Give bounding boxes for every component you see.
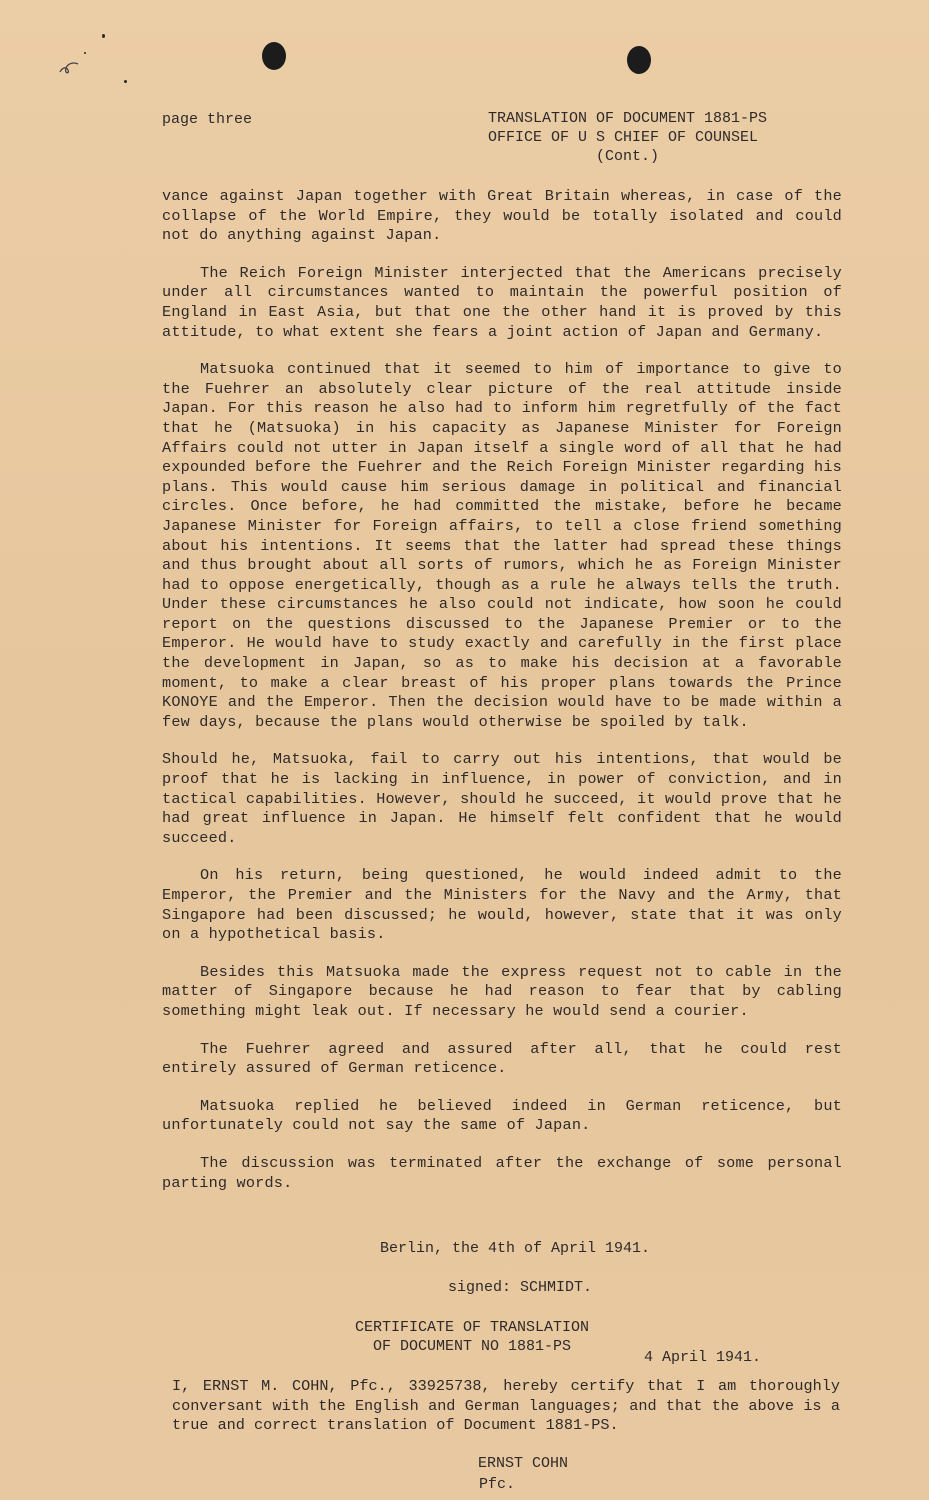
paragraph-9: The discussion was terminated after the exchange of some personal parting words. [162, 1153, 842, 1192]
ink-speck [84, 52, 86, 54]
signer-rank: Pfc. [479, 1476, 516, 1493]
paragraph-4: Should he, Matsuoka, fail to carry out his intentions, that would be proof that he is lacking in influence, in power of conviction, and in tactical capabilities. However, should he succeed, it would prove that he had great influence in Japan. He himself felt confident that he would succeed. [162, 750, 842, 847]
paragraph-8: Matsuoka replied he believed indeed in German reticence, but unfortunately could not say the same of Japan. [162, 1096, 842, 1135]
paragraph-7: The Fuehrer agreed and assured after all, that he could rest entirely assured of German reticence. [162, 1039, 842, 1078]
pencil-mark-icon [58, 58, 82, 78]
certificate-title-line1: CERTIFICATE OF TRANSLATION [354, 1319, 590, 1336]
document-body [162, 187, 842, 1193]
certificate-date: 4 April 1941. [644, 1349, 762, 1366]
signed-line: signed: SCHMIDT. [448, 1279, 593, 1296]
paragraph-6: Besides this Matsuoka made the express request not to cable in the matter of Singapore because he had reason to fear that by cabling something might leak out. If necessary he would send a courier. [162, 962, 842, 1020]
punch-hole-right [627, 46, 651, 74]
header-title-line1: TRANSLATION OF DOCUMENT 1881-PS [488, 110, 768, 127]
certificate-title-line2: OF DOCUMENT NO 1881-PS [372, 1338, 572, 1355]
certificate-text: I, ERNST M. COHN, Pfc., 33925738, hereby certify that I am thoroughly conversant with the English and German languages; and that the above is a true and correct translation of Document 1881-PS. [172, 1377, 840, 1435]
ink-speck [124, 80, 127, 83]
place-date: Berlin, the 4th of April 1941. [380, 1240, 651, 1257]
header-title-line2: OFFICE OF U S CHIEF OF COUNSEL [488, 129, 759, 146]
page-label: page three [162, 111, 253, 128]
certificate-title [352, 1318, 592, 1356]
punch-hole-left [262, 42, 286, 70]
paragraph-1: vance against Japan together with Great Britain whereas, in case of the collapse of the World Empire, they would be totally isolated and could not do anything against Japan. [162, 187, 842, 245]
ink-speck [102, 34, 105, 38]
signer-name: ERNST COHN [478, 1455, 569, 1472]
paragraph-3: Matsuoka continued that it seemed to him of importance to give to the Fuehrer an absolutely clear picture of the real attitude inside Japan. For this reason he also had to inform him regretfully of the fact that he (Matsuoka) in his capacity as Japanese Minister for Foreign Affairs could not utter in Japan itself a single word of all that he had expounded before the Fuehrer and the Reich Foreign Minister regarding his plans. This would cause him serious damage in political and financial circles. Once before, he had committed the mistake, before he became Japanese Minister for Foreign affairs, to tell a close friend something about his intentions. It seems that the latter had spread these things and thus brought about all sorts of rumors, which he as Foreign Minister had to oppose energetically, though as a rule he always tells the truth. Under these circumstances he also could not indicate, how soon he could report on the questions discussed to the Japanese Premier or to the Emperor. He would have to study exactly and carefully in the first place the development in Japan, so as to make his decision at a favorable moment, to make a clear breast of his proper plans towards the Prince KONOYE and the Emperor. Then the decision would have to be made within a few days, because the plans would otherwise be spoiled by talk. [162, 360, 842, 731]
document-header [488, 109, 788, 166]
paragraph-5: On his return, being questioned, he would indeed admit to the Emperor, the Premier and the Ministers for the Navy and the Army, that Singapore had been discussed; he would, however, state that it was only on a hypothetical basis. [162, 866, 842, 944]
paragraph-2: The Reich Foreign Minister interjected that the Americans precisely under all circumstances wanted to maintain the powerful position of England in East Asia, but that one the other hand it is proved by this attitude, to what extent she fears a joint action of Japan and Germany. [162, 263, 842, 341]
header-continued: (Cont.) [596, 148, 660, 165]
